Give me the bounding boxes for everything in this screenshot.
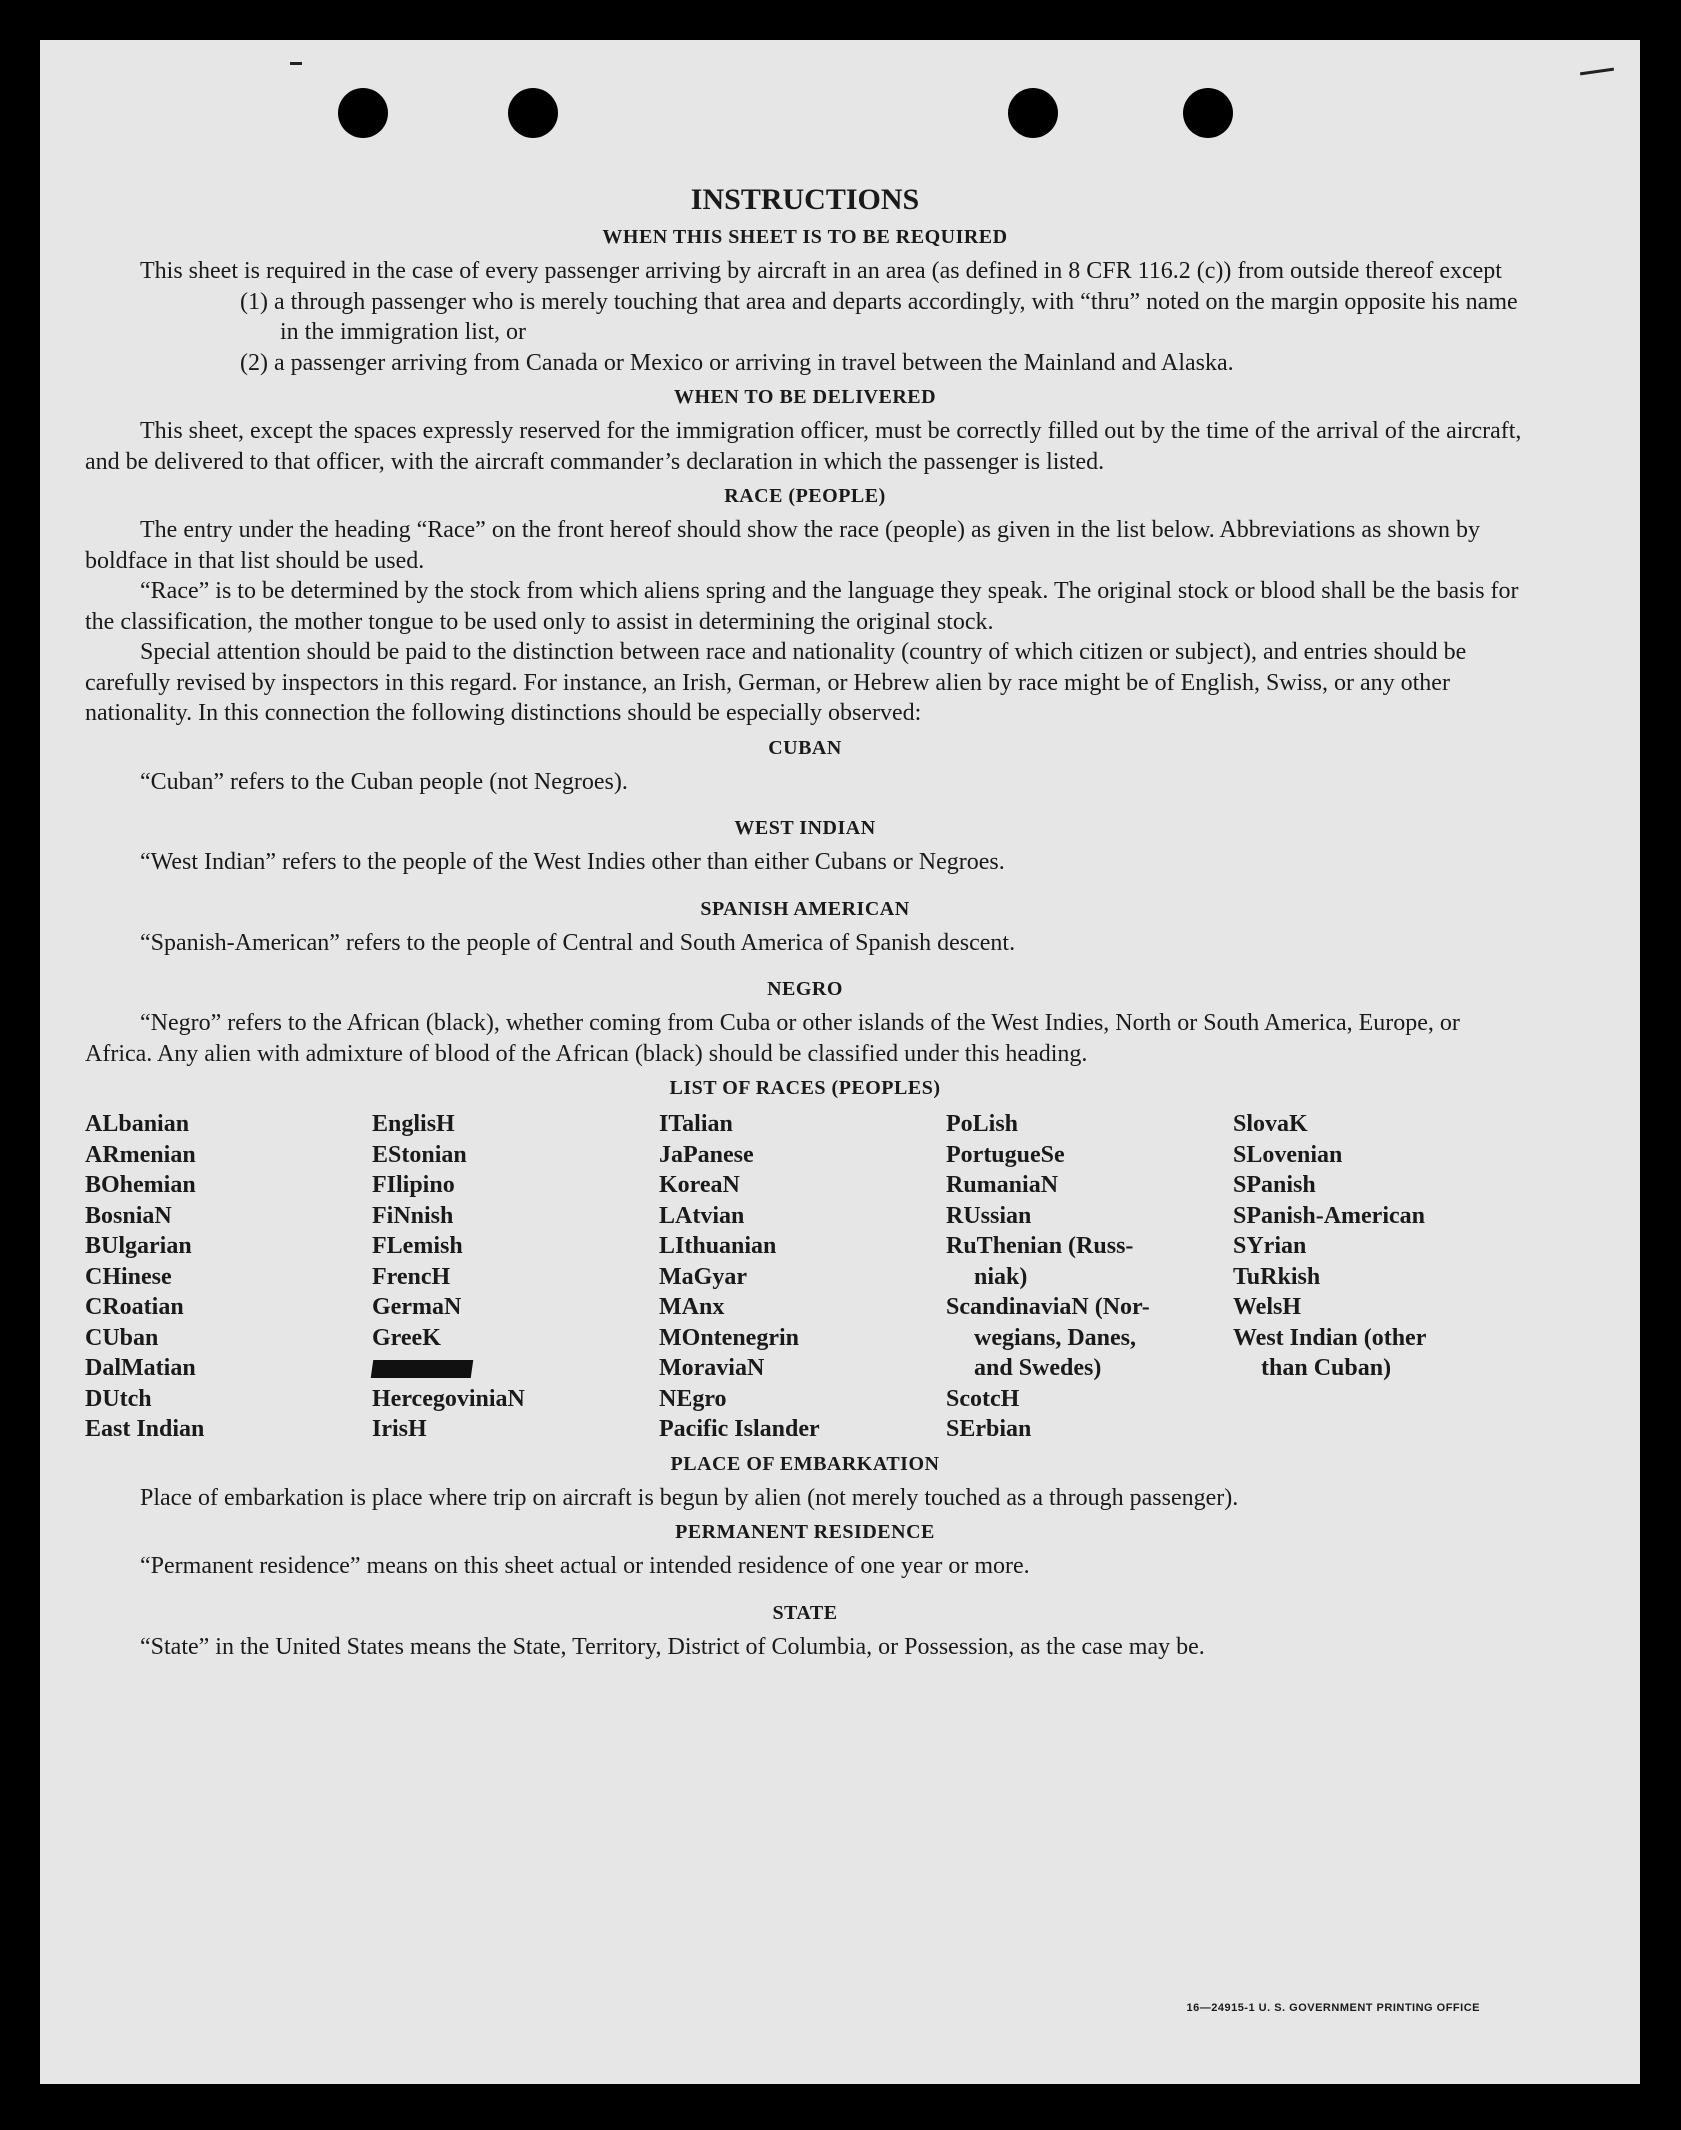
race-entry: SlovaK xyxy=(1233,1111,1308,1137)
paragraph: This sheet, except the spaces expressly reserved for the immigration officer, must be correctly filled out by the time of the arrival of the aircraft, and be delivered to that officer, with the aircraft commander’s declaration in which the passenger is listed. xyxy=(85,418,1522,475)
race-entry: BosniaN xyxy=(85,1202,172,1229)
race-entry: SErbian xyxy=(946,1416,1032,1442)
race-column xyxy=(946,1109,1233,1445)
section-heading: CUBAN xyxy=(768,736,842,759)
race-entry: RuThenian (Russ- xyxy=(946,1233,1134,1259)
race-entry: niak) xyxy=(974,1263,1028,1290)
redaction-mark xyxy=(371,1360,474,1378)
race-entry: PortugueSe xyxy=(946,1141,1065,1168)
paragraph: “Negro” refers to the African (black), whether coming from Cuba or other islands of the West Indies, North or South America, Europe, or Africa. Any alien with admixture of blood of the African (black) should be classified under this heading. xyxy=(85,1010,1460,1067)
paragraph: “Cuban” refers to the Cuban people (not Negroes). xyxy=(140,768,628,795)
section-heading: WHEN THIS SHEET IS TO BE REQUIRED xyxy=(602,226,1008,248)
race-entry: FrencH xyxy=(372,1263,451,1290)
redacted-entry xyxy=(372,1353,659,1384)
list-item: (1) a through passenger who is merely touching that area and departs accordingly, with “thru” noted on the margin opposite his name in the immigration list, or xyxy=(240,288,1518,345)
paragraph: “Race” is to be determined by the stock from which aliens spring and the language they speak. The original stock or blood shall be the basis for the classification, the mother tongue to be used only to assist in determining the original stock. xyxy=(85,578,1519,635)
race-entry: WelsH xyxy=(1233,1294,1302,1320)
punch-hole xyxy=(1008,88,1058,138)
race-entry: IrisH xyxy=(372,1416,427,1442)
race-entry: LIthuanian xyxy=(659,1233,777,1259)
scan-mark xyxy=(290,62,302,65)
race-entry: ITalian xyxy=(659,1111,733,1137)
race-entry: MaGyar xyxy=(659,1263,747,1290)
race-entry: KoreaN xyxy=(659,1172,740,1198)
paragraph: Special attention should be paid to the distinction between race and nationality (country of which citizen or subject), and entries should be carefully revised by inspectors in this regard. For instance, an Irish, German, or Hebrew alien by race might be of English, Swiss, or any other nationality. In this connection the following distinctions should be especially observed: xyxy=(85,639,1467,726)
race-entry: ARmenian xyxy=(85,1141,196,1168)
race-entry: GreeK xyxy=(372,1324,441,1351)
instructions-body xyxy=(85,182,1525,1662)
race-entry: BUlgarian xyxy=(85,1233,192,1259)
race-entry: LAtvian xyxy=(659,1202,745,1229)
paragraph: “State” in the United States means the State, Territory, District of Columbia, or Possession, as the case may be. xyxy=(140,1633,1205,1660)
race-entry: than Cuban) xyxy=(1261,1355,1392,1381)
paragraph: The entry under the heading “Race” on the front hereof should show the race (people) as given in the list below. Abbreviations as shown by boldface in that list should be used. xyxy=(85,517,1481,574)
punch-hole xyxy=(508,88,558,138)
race-entry: FIlipino xyxy=(372,1172,455,1198)
race-entry: MoraviaN xyxy=(659,1355,765,1381)
list-item: (2) a passenger arriving from Canada or Mexico or arriving in travel between the Mainland and Alaska. xyxy=(240,349,1234,376)
document-sheet xyxy=(40,40,1640,2084)
section-heading: NEGRO xyxy=(767,978,843,1000)
race-entry: EStonian xyxy=(372,1141,467,1168)
paragraph: “Spanish-American” refers to the people of Central and South America of Spanish descent. xyxy=(140,929,1016,956)
race-entry: ScandinaviaN (Nor- xyxy=(946,1294,1150,1320)
race-entry: CUban xyxy=(85,1324,159,1351)
race-entry: BOhemian xyxy=(85,1172,196,1198)
race-entry: TuRkish xyxy=(1233,1263,1321,1290)
race-entry: NEgro xyxy=(659,1385,727,1412)
punch-hole xyxy=(1183,88,1233,138)
race-entry: and Swedes) xyxy=(974,1355,1102,1381)
paragraph: This sheet is required in the case of every passenger arriving by aircraft in an area (as defined in 8 CFR 116.2 (c)) from outside thereof except xyxy=(140,258,1502,284)
race-column xyxy=(85,1109,372,1445)
section-heading: WHEN TO BE DELIVERED xyxy=(673,386,937,408)
section-heading: LIST OF RACES (PEOPLES) xyxy=(669,1077,941,1099)
race-entry: ScotcH xyxy=(946,1385,1020,1412)
paragraph: Place of embarkation is place where trip on aircraft is begun by alien (not merely touched as a through passenger). xyxy=(140,1484,1239,1511)
race-entry: SPanish-American xyxy=(1233,1202,1425,1229)
race-entry: CRoatian xyxy=(85,1294,184,1320)
section-heading: STATE xyxy=(772,1601,838,1624)
paragraph: “Permanent residence” means on this sheet actual or intended residence of one year or more. xyxy=(140,1553,1030,1579)
race-entry: CHinese xyxy=(85,1263,172,1290)
print-footer: 16—24915-1 U. S. GOVERNMENT PRINTING OFFICE xyxy=(1186,2002,1480,2014)
race-column xyxy=(659,1109,946,1445)
race-entry: JaPanese xyxy=(659,1141,754,1168)
race-column xyxy=(372,1109,659,1445)
race-entry: East Indian xyxy=(85,1416,205,1442)
race-column xyxy=(1233,1109,1520,1445)
race-entry: DalMatian xyxy=(85,1355,196,1381)
race-entry: SLovenian xyxy=(1233,1141,1343,1168)
race-entry: MAnx xyxy=(659,1294,725,1320)
race-entry: EnglisH xyxy=(372,1111,455,1137)
race-entry: RUssian xyxy=(946,1202,1032,1229)
section-heading: PERMANENT RESIDENCE xyxy=(675,1521,935,1543)
section-heading: PLACE OF EMBARKATION xyxy=(670,1452,940,1475)
race-entry: MOntenegrin xyxy=(659,1324,799,1351)
race-entry: FLemish xyxy=(372,1233,463,1259)
race-entry: wegians, Danes, xyxy=(974,1324,1137,1351)
race-entry: HercegoviniaN xyxy=(372,1385,525,1412)
race-entry: RumaniaN xyxy=(946,1172,1059,1198)
race-entry: DUtch xyxy=(85,1385,152,1412)
scan-mark xyxy=(1580,68,1614,76)
race-entry: West Indian (other xyxy=(1233,1324,1427,1351)
race-entry: Pacific Islander xyxy=(659,1416,820,1442)
race-list xyxy=(85,1109,1525,1445)
race-entry: SYrian xyxy=(1233,1233,1307,1259)
paragraph: “West Indian” refers to the people of the West Indies other than either Cubans or Negroes. xyxy=(140,849,1005,875)
page-title: INSTRUCTIONS xyxy=(690,183,920,216)
section-heading: WEST INDIAN xyxy=(734,817,876,839)
race-entry: SPanish xyxy=(1233,1172,1316,1198)
race-entry: PoLish xyxy=(946,1111,1019,1137)
punch-hole xyxy=(338,88,388,138)
race-entry: GermaN xyxy=(372,1294,462,1320)
section-heading: SPANISH AMERICAN xyxy=(700,897,910,920)
race-entry: FiNnish xyxy=(372,1202,454,1229)
race-entry: ALbanian xyxy=(85,1111,190,1137)
section-heading: RACE (PEOPLE) xyxy=(724,485,886,507)
